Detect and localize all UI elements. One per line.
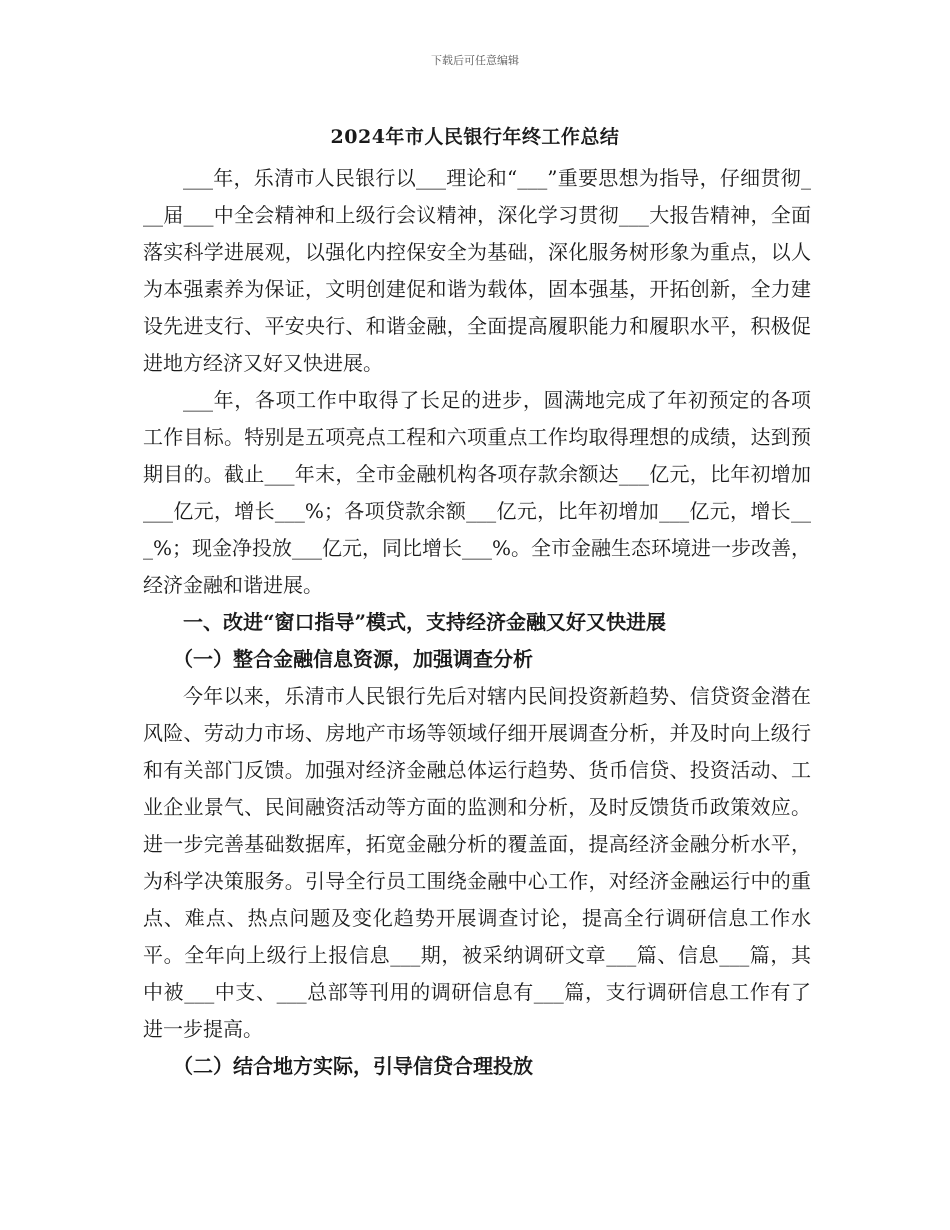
subsection-heading-2: （二）结合地方实际，引导信贷合理投放	[173, 1054, 533, 1078]
page-title: 2024年市人民银行年终工作总结	[330, 126, 620, 148]
section-heading-1: 一、改进“窗口指导”模式，支持经济金融又好又快进展	[183, 610, 667, 634]
document-body	[143, 160, 811, 1085]
header-note: 下载后可任意编辑	[431, 54, 519, 67]
subsection-heading-1: （一）整合金融信息资源，加强调查分析	[173, 647, 533, 671]
paragraph-achievements: ___年，各项工作中取得了长足的进步，圆满地完成了年初预定的各项工作目标。特别是五项亮点工程和六项重点工作均取得理想的成绩，达到预期目的。截止___年末，全市金融机构各项存款余额达___亿元，比年初增加___亿元，增长___%；各项贷款余额___亿元，比年初增加___亿元，增长___%；现金净投放___亿元，同比增长___%。全市金融生态环境进一步改善，经济金融和谐进展。	[143, 388, 812, 597]
paragraph-intro: ___年，乐清市人民银行以___理论和“___”重要思想为指导，仔细贯彻___届___中全会精神和上级行会议精神，深化学习贯彻___大报告精神，全面落实科学进展观，以强化内控保安全为基础，深化服务树形象为重点，以人为本强素养为保证，文明创建促和谐为载体，固本强基，开拓创新，全力建设先进支行、平安央行、和谐金融，全面提高履职能力和履职水平，积极促进地方经济又好又快进展。	[143, 166, 811, 375]
paragraph-research: 今年以来，乐清市人民银行先后对辖内民间投资新趋势、信贷资金潜在风险、劳动力市场、房地产市场等领域仔细开展调查分析，并及时向上级行和有关部门反馈。加强对经济金融总体运行趋势、货币信贷、投资活动、工业企业景气、民间融资活动等方面的监测和分析，及时反馈货币政策效应。进一步完善基础数据库，拓宽金融分析的覆盖面，提高经济金融分析水平，为科学决策服务。引导全行员工围绕金融中心工作，对经济金融运行中的重点、难点、热点问题及变化趋势开展调查讨论，提高全行调研信息工作水平。全年向上级行上报信息___期，被采纳调研文章___篇、信息___篇，其中被___中支、___总部等刊用的调研信息有___篇，支行调研信息工作有了进一步提高。	[143, 684, 811, 1041]
